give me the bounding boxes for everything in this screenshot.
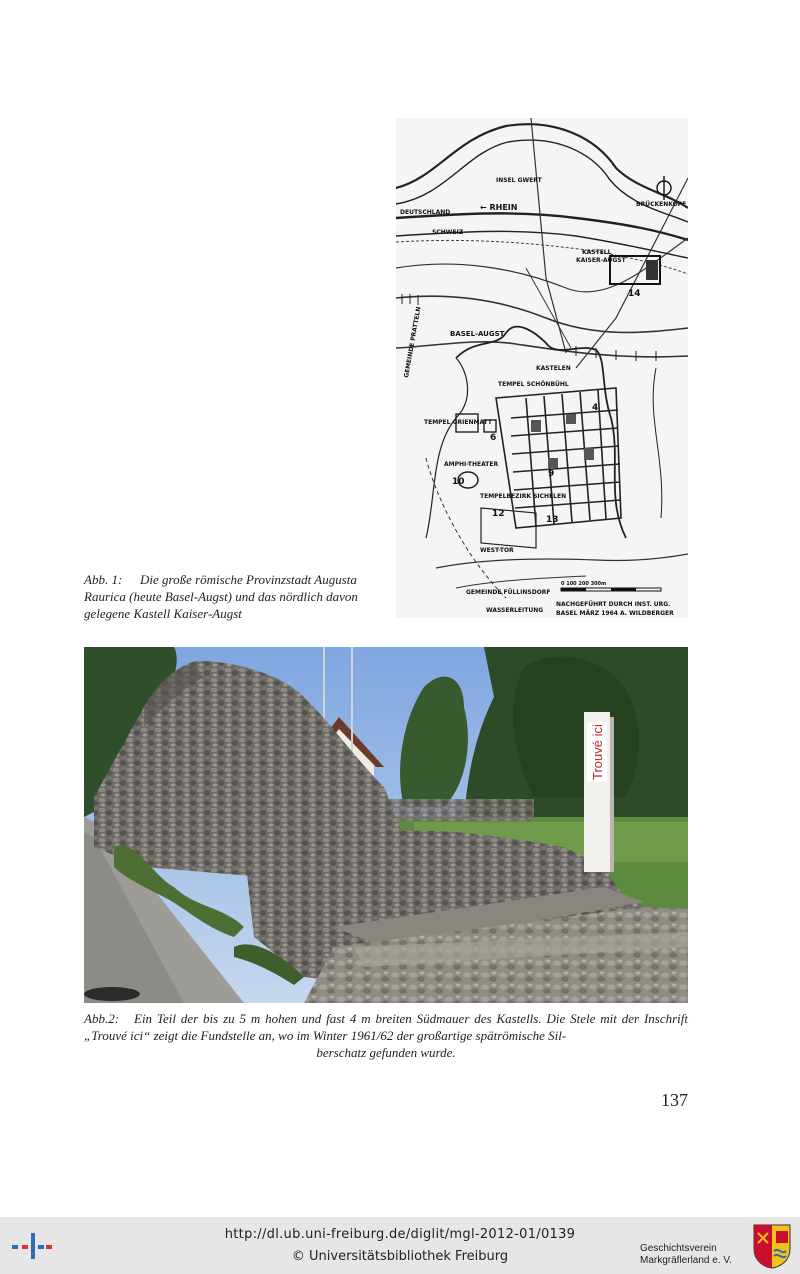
map-label-kaiseraugst: KAISER-AUGST	[576, 257, 626, 264]
map-label-4: 4	[592, 403, 599, 413]
map-label-west-tor: WEST-TOR	[480, 547, 514, 554]
map-label-bruckenkopf: BRÜCKENKOPF	[636, 201, 687, 208]
figure2-caption-text: Ein Teil der bis zu 5 m hohen und fast 4 m breiten Südmauer des Kastells. Die Stele mit der Inschrift „Trouvé ici“ zeigt die Fundstelle an, wo im Winter 1961/62 der großartige spätrömische Sil-	[84, 1011, 688, 1043]
map-label-6: 6	[490, 433, 497, 443]
map-label-tempel-schoenbuehl: TEMPEL SCHÖNBÜHL	[498, 381, 569, 388]
map-label-gemeinde-fuellinsdorf: GEMEINDE FÜLLINSDORF	[466, 589, 551, 596]
map-label-insel: INSEL GWERT	[496, 177, 542, 184]
map-label-wasserleitung: WASSERLEITUNG	[486, 607, 544, 614]
map-label-kastelen: KASTELEN	[536, 365, 571, 372]
map-label-gemeinde-pratteln: GEMEINDE PRATTELN	[403, 306, 423, 379]
wall-photo-drawing	[84, 647, 688, 1003]
map-label-tempel-grienmatt: TEMPEL GRIENMATT	[424, 419, 492, 426]
page-number: 137	[661, 1090, 688, 1110]
footer-bar	[0, 1217, 800, 1274]
figure2-caption-label: Abb.2:	[84, 1011, 120, 1026]
map-scale-label: 0 100 200 300m	[561, 581, 607, 587]
figure1-caption	[84, 571, 384, 622]
footer-org-line1: Geschichtsverein	[640, 1243, 717, 1254]
footer-url-link[interactable]: http://dl.ub.uni-freiburg.de/diglit/mgl-2012-01/0139	[224, 1227, 576, 1242]
figure2-caption	[84, 1010, 688, 1061]
map-label-amphitheater: AMPHI-THEATER	[444, 461, 499, 468]
map-label-rhein: ← RHEIN	[480, 203, 518, 212]
figure1-caption-label: Abb. 1:	[84, 572, 123, 587]
map-credit-line1: NACHGEFÜHRT DURCH INST. URG.	[556, 601, 671, 608]
map-label-schweiz: SCHWEIZ	[432, 229, 464, 236]
map-credit-line2: BASEL MÄRZ 1964 A. WILDBERGER	[556, 610, 674, 617]
figure2-caption-last-line: berschatz gefunden wurde.	[316, 1045, 456, 1060]
wall-photo	[84, 647, 688, 1003]
stele-inscription: Trouvé ici	[590, 724, 605, 780]
map-label-14: 14	[628, 289, 641, 299]
map-label-9: 9	[548, 469, 555, 479]
map-label-deutschland: DEUTSCHLAND	[400, 209, 451, 216]
map-label-13: 13	[546, 515, 559, 525]
map-label-10: 10	[452, 477, 465, 487]
footer-org-line2: Markgräflerland e. V.	[640, 1255, 732, 1266]
map-label-basel-augst: BASEL-AUGST	[450, 330, 505, 338]
map-drawing	[396, 118, 688, 618]
map-label-12: 12	[492, 509, 505, 519]
map-label-tempelbezirk: TEMPELBEZIRK SICHELEN	[480, 493, 567, 500]
figure1-caption-text: Die große römische Provinzstadt Augusta Raurica (heute Basel-Augst) und das nördlich davon gelegene Kastell Kaiser-Augst	[84, 572, 358, 621]
library-logo-icon	[12, 1231, 52, 1261]
map-label-kastell: KASTELL	[582, 249, 612, 256]
map-figure	[396, 118, 688, 618]
footer-copyright: © Universitätsbibliothek Freiburg	[291, 1249, 509, 1264]
coat-of-arms-icon	[752, 1223, 792, 1269]
